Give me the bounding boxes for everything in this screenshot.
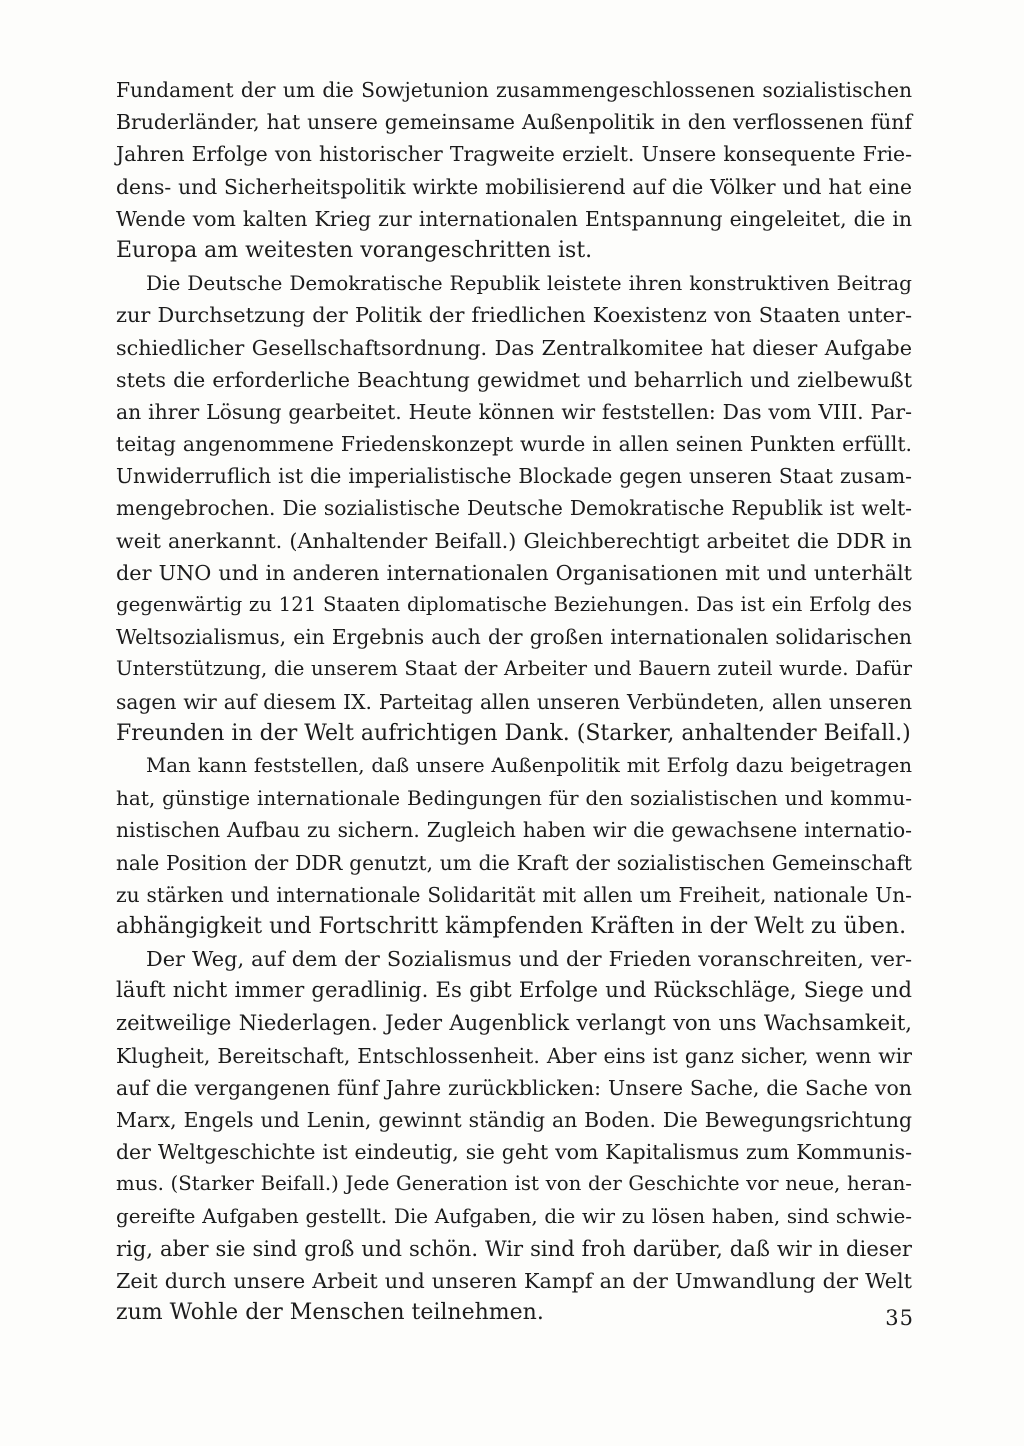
text-line: zu stärken und internationale Solidarität mit allen um Freiheit, nationale Un- xyxy=(116,882,912,907)
paragraph xyxy=(116,750,912,943)
text-line: mus. (Starker Beifall.) Jede Generation ist von der Geschichte vor neue, heran- xyxy=(116,1172,912,1196)
body-text xyxy=(116,74,912,1329)
text-line: Unwiderruflich ist die imperialistische Blockade gegen unseren Staat zusam- xyxy=(116,464,912,489)
text-line: hat, günstige internationale Bedingungen für den sozialistischen und kommu- xyxy=(116,786,912,811)
text-line: stets die erforderliche Beachtung gewidmet und beharrlich und zielbewußt xyxy=(116,367,912,392)
text-line: Freunden in der Welt aufrichtigen Dank. (Starker, anhaltender Beifall.) xyxy=(116,720,911,746)
text-line: läuft nicht immer geradlinig. Es gibt Erfolge und Rückschläge, Siege und xyxy=(116,978,912,1004)
text-line: Bruderländer, hat unsere gemeinsame Außenpolitik in den verflossenen fünf xyxy=(116,110,912,135)
text-line: schiedlicher Gesellschaftsordnung. Das Zentralkomitee hat dieser Aufgabe xyxy=(116,335,912,360)
text-line: gegenwärtig zu 121 Staaten diplomatische Beziehungen. Das ist ein Erfolg des xyxy=(116,593,912,616)
text-line: Zeit durch unsere Arbeit und unseren Kampf an der Umwandlung der Welt xyxy=(116,1268,912,1293)
text-line: dens- und Sicherheitspolitik wirkte mobilisierend auf die Völker und hat eine xyxy=(116,174,912,199)
text-line: Wende vom kalten Krieg zur internationalen Entspannung eingeleitet, die in xyxy=(116,206,912,231)
paragraph xyxy=(116,74,912,267)
text-line: zeitweilige Niederlagen. Jeder Augenblick verlangt von uns Wachsamkeit, xyxy=(116,1010,912,1036)
text-line: Klugheit, Bereitschaft, Entschlossenheit. Aber eins ist ganz sicher, wenn wir xyxy=(116,1043,912,1068)
text-line: teitag angenommene Friedenskonzept wurde in allen seinen Punkten erfüllt. xyxy=(116,432,912,457)
text-line: Der Weg, auf dem der Sozialismus und der Frieden voranschreiten, ver- xyxy=(146,947,912,972)
text-line: mengebrochen. Die sozialistische Deutsche Demokratische Republik ist welt- xyxy=(116,496,912,521)
text-line: rig, aber sie sind groß und schön. Wir sind froh darüber, daß wir in dieser xyxy=(116,1235,912,1261)
text-line: Europa am weitesten vorangeschritten ist. xyxy=(116,237,593,263)
text-line: abhängigkeit und Fortschritt kämpfenden Kräften in der Welt zu üben. xyxy=(116,913,907,939)
text-line: Fundament der um die Sowjetunion zusammengeschlossenen sozialistischen xyxy=(116,78,912,102)
text-line: nistischen Aufbau zu sichern. Zugleich haben wir die gewachsene internatio- xyxy=(116,818,912,843)
text-line: der Weltgeschichte ist eindeutig, sie geht vom Kapitalismus zum Kommunis- xyxy=(116,1140,912,1165)
text-line: Die Deutsche Demokratische Republik leistete ihren konstruktiven Beitrag xyxy=(146,271,912,296)
paragraph xyxy=(116,943,912,1329)
text-line: sagen wir auf diesem IX. Parteitag allen unseren Verbündeten, allen unseren xyxy=(116,689,912,714)
text-line: Jahren Erfolge von historischer Tragweite erzielt. Unsere konsequente Frie- xyxy=(116,142,912,167)
text-line: an ihrer Lösung gearbeitet. Heute können wir feststellen: Das vom VIII. Par- xyxy=(116,399,912,424)
text-line: Unterstützung, die unserem Staat der Arbeiter und Bauern zuteil wurde. Dafür xyxy=(116,657,912,681)
text-line: Marx, Engels und Lenin, gewinnt ständig an Boden. Die Bewegungsrichtung xyxy=(116,1108,912,1132)
page-number: 35 xyxy=(885,1306,914,1330)
text-line: Weltsozialismus, ein Ergebnis auch der großen internationalen solidarischen xyxy=(116,625,912,650)
paragraph xyxy=(116,267,912,750)
text-line: zum Wohle der Menschen teilnehmen. xyxy=(116,1300,544,1326)
text-line: nale Position der DDR genutzt, um die Kraft der sozialistischen Gemeinschaft xyxy=(116,850,912,875)
text-line: gereifte Aufgaben gestellt. Die Aufgaben, die wir zu lösen haben, sind schwie- xyxy=(116,1204,912,1228)
text-line: auf die vergangenen fünf Jahre zurückblicken: Unsere Sache, die Sache von xyxy=(116,1075,912,1100)
text-line: Man kann feststellen, daß unsere Außenpolitik mit Erfolg dazu beigetragen xyxy=(146,753,912,777)
text-line: zur Durchsetzung der Politik der friedlichen Koexistenz von Staaten unter- xyxy=(116,303,912,328)
text-line: der UNO und in anderen internationalen Organisationen mit und unterhält xyxy=(116,560,912,585)
text-line: weit anerkannt. (Anhaltender Beifall.) Gleichberechtigt arbeitet die DDR in xyxy=(116,528,912,553)
